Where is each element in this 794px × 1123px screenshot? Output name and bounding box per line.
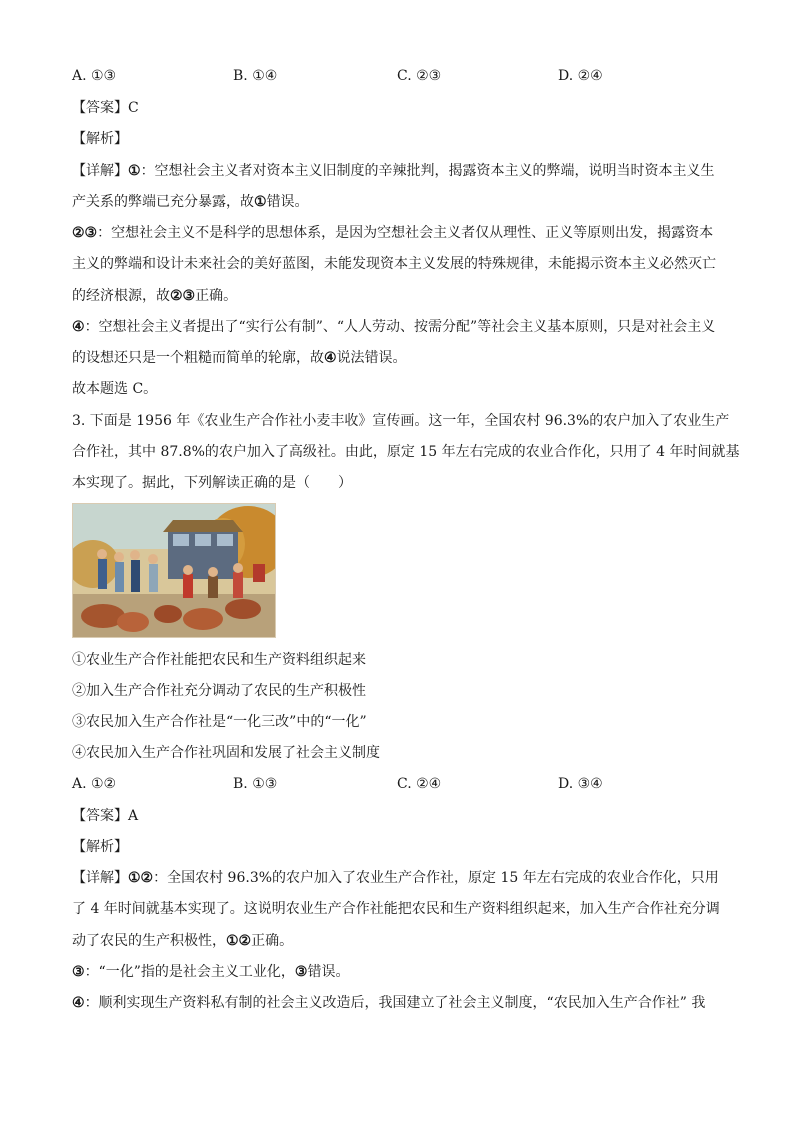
text: ：空想社会主义者对资本主义旧制度的辛辣批判，揭露资本主义的弊端，说明当时资本主义生	[140, 163, 715, 179]
answer-value: A	[128, 808, 139, 824]
q3-option-b: B. ①③	[233, 776, 278, 792]
detail-tag: 【详解】	[72, 870, 128, 886]
mark: ①②	[128, 870, 154, 886]
q3-option-c: C. ②④	[397, 776, 442, 792]
q3-statement-3: ③农民加入生产合作社是“一化三改”中的“一化”	[72, 714, 367, 730]
mark: ④	[72, 995, 85, 1011]
answer-value: C	[128, 100, 139, 116]
mark: ①	[254, 194, 267, 210]
q3-stem-line-1: 3. 下面是 1956 年《农业生产合作社小麦丰收》宣传画。这一年，全国农村 96.3%的农户加入了农业生产	[72, 413, 730, 429]
text: 说法错误。	[336, 350, 407, 366]
q3-detail-line-2: 了 4 年时间就基本实现了。这说明农业生产合作社能把农民和生产资料组织起来，加入生产合作社充分调	[72, 901, 720, 917]
q3-option-a: A. ①②	[72, 776, 117, 792]
q3-stem-line-2: 合作社，其中 87.8%的农户加入了高级社。由此，原定 15 年左右完成的农业合作化，只用了 4 年时间就基	[72, 444, 740, 460]
q3-option-d: D. ③④	[558, 776, 603, 792]
q2-analysis-tag: 【解析】	[72, 131, 128, 147]
harvest-poster-image	[72, 503, 276, 638]
text: 错误。	[266, 194, 309, 210]
answer-tag: 【答案】	[72, 808, 128, 824]
q3-detail-line-5	[72, 993, 705, 1013]
mark: ③	[294, 964, 308, 980]
text: ：空想社会主义不是科学的思想体系，是因为空想社会主义者仅从理性、正义等原则出发，揭露资本	[97, 225, 714, 241]
text: 动了农民的生产积极性，	[72, 933, 226, 949]
text: ：全国农村 96.3%的农户加入了农业生产合作社，原定 15 年左右完成的农业合作化，只用	[153, 870, 719, 886]
mark: ④	[324, 350, 337, 366]
q2-detail-line-2	[72, 192, 309, 212]
q2-option-b: B. ①④	[233, 68, 278, 84]
q3-statement-1: ①农业生产合作社能把农民和生产资料组织起来	[72, 652, 366, 668]
q3-detail-line-4	[72, 962, 349, 982]
q2-detail-line-1	[72, 161, 715, 181]
mark: ③	[72, 964, 85, 980]
text: 的设想还只是一个粗糙而简单的轮廓，故	[72, 350, 324, 366]
text: ：顺利实现生产资料私有制的社会主义改造后，我国建立了社会主义制度，“农民加入生产合作社” 我	[84, 995, 706, 1011]
mark: ②③	[72, 225, 98, 241]
answer-tag: 【答案】	[72, 100, 128, 116]
q3-statement-4: ④农民加入生产合作社巩固和发展了社会主义制度	[72, 745, 380, 761]
q2-conclusion: 故本题选 C。	[72, 381, 158, 397]
q2-detail-line-5	[72, 286, 237, 306]
q3-answer	[72, 806, 138, 826]
q2-detail-line-3	[72, 223, 713, 243]
q2-detail-line-4: 主义的弊端和设计未来社会的美好蓝图，未能发现资本主义发展的特殊规律，未能揭示资本主义必然灭亡	[72, 256, 716, 272]
q3-detail-line-3	[72, 931, 293, 951]
detail-tag: 【详解】	[72, 163, 128, 179]
mark: ④	[72, 319, 85, 335]
q3-detail-line-1	[72, 868, 719, 888]
q2-option-d: D. ②④	[558, 68, 603, 84]
harvest-poster-illustration	[73, 504, 275, 637]
q2-answer	[72, 98, 139, 118]
text: 产关系的弊端已充分暴露，故	[72, 194, 254, 210]
text: ：空想社会主义者提出了“实行公有制”、“人人劳动、按需分配”等社会主义基本原则，只是对社会主义	[84, 319, 716, 335]
mark: ②③	[170, 288, 196, 304]
q2-detail-line-7	[72, 348, 407, 368]
text: 正确。	[251, 933, 294, 949]
q2-detail-line-6	[72, 317, 715, 337]
mark: ①	[128, 163, 141, 179]
text: 正确。	[195, 288, 238, 304]
q3-stem-line-3: 本实现了。据此，下列解读正确的是（ ）	[72, 475, 352, 491]
text: 错误。	[307, 964, 350, 980]
mark: ①②	[226, 933, 252, 949]
q3-analysis-tag: 【解析】	[72, 839, 128, 855]
q3-statement-2: ②加入生产合作社充分调动了农民的生产积极性	[72, 683, 366, 699]
q2-option-a: A. ①③	[72, 68, 117, 84]
text: ：“一化”指的是社会主义工业化，	[84, 964, 295, 980]
q2-option-c: C. ②③	[397, 68, 442, 84]
text: 的经济根源，故	[72, 288, 170, 304]
